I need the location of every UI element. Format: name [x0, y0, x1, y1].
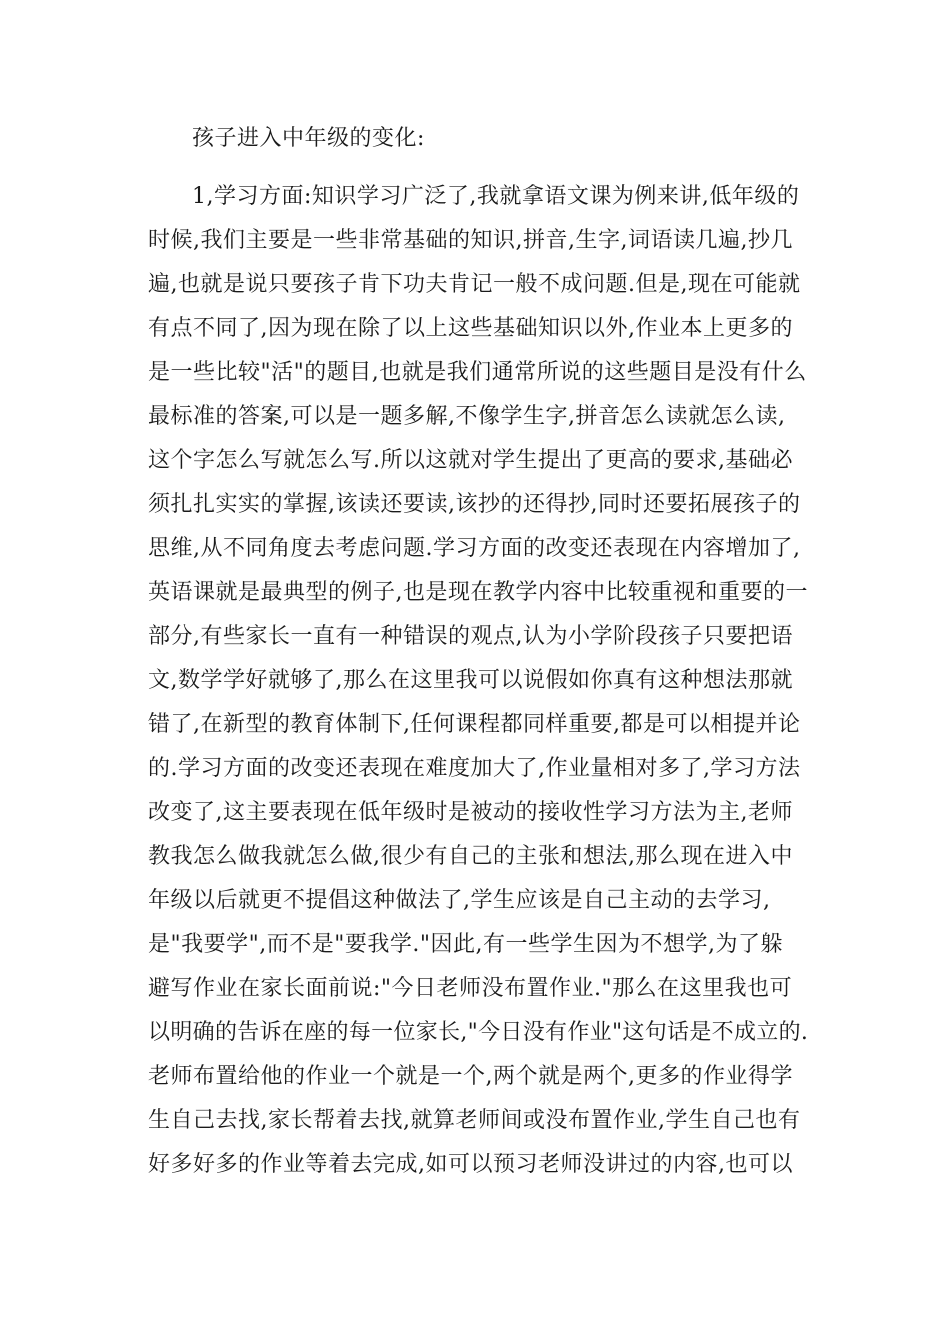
paragraph-line: 老师布置给他的作业一个就是一个,两个就是两个,更多的作业得学 — [148, 1064, 793, 1089]
paragraph-line: 教我怎么做我就怎么做,很少有自己的主张和想法,那么现在进入中 — [148, 844, 793, 869]
paragraph-line: 有点不同了,因为现在除了以上这些基础知识以外,作业本上更多的 — [148, 316, 793, 341]
paragraph-line: 是一些比较"活"的题目,也就是我们通常所说的这些题目是没有什么 — [148, 360, 807, 385]
paragraph-line: 1,学习方面:知识学习广泛了,我就拿语文课为例来讲,低年级的 — [192, 184, 800, 209]
paragraph-line: 须扎扎实实的掌握,该读还要读,该抄的还得抄,同时还要拓展孩子的 — [148, 492, 801, 517]
paragraph-line: 生自己去找,家长帮着去找,就算老师间或没布置作业,学生自己也有 — [148, 1108, 801, 1133]
paragraph-line: 的.学习方面的改变还表现在难度加大了,作业量相对多了,学习方法 — [148, 756, 801, 781]
paragraph-line: 年级以后就更不提倡这种做法了,学生应该是自己主动的去学习, — [148, 888, 771, 913]
paragraph-line: 这个字怎么写就怎么写.所以这就对学生提出了更高的要求,基础必 — [148, 448, 793, 473]
paragraph-line: 思维,从不同角度去考虑问题.学习方面的改变还表现在内容增加了, — [148, 536, 801, 561]
paragraph-line: 部分,有些家长一直有一种错误的观点,认为小学阶段孩子只要把语 — [148, 624, 793, 649]
section-heading: 孩子进入中年级的变化: — [192, 126, 425, 151]
paragraph-line: 以明确的告诉在座的每一位家长,"今日没有作业"这句话是不成立的. — [148, 1020, 809, 1045]
paragraph-line: 最标准的答案,可以是一题多解,不像学生字,拼音怎么读就怎么读, — [148, 404, 786, 429]
paragraph-line: 避写作业在家长面前说:"今日老师没布置作业."那么在这里我也可 — [148, 976, 793, 1001]
paragraph-line: 改变了,这主要表现在低年级时是被动的接收性学习方法为主,老师 — [148, 800, 793, 825]
paragraph-line: 是"我要学",而不是"要我学."因此,有一些学生因为不想学,为了躲 — [148, 932, 783, 957]
paragraph-line: 文,数学学好就够了,那么在这里我可以说假如你真有这种想法那就 — [148, 668, 793, 693]
paragraph-line: 遍,也就是说只要孩子肯下功夫肯记一般不成问题.但是,现在可能就 — [148, 272, 801, 297]
paragraph-line: 英语课就是最典型的例子,也是现在教学内容中比较重视和重要的一 — [148, 580, 808, 605]
paragraph-line: 好多好多的作业等着去完成,如可以预习老师没讲过的内容,也可以 — [148, 1152, 793, 1177]
paragraph-line: 错了,在新型的教育体制下,任何课程都同样重要,都是可以相提并论 — [148, 712, 801, 737]
paragraph-line: 时候,我们主要是一些非常基础的知识,拼音,生字,词语读几遍,抄几 — [148, 228, 793, 253]
